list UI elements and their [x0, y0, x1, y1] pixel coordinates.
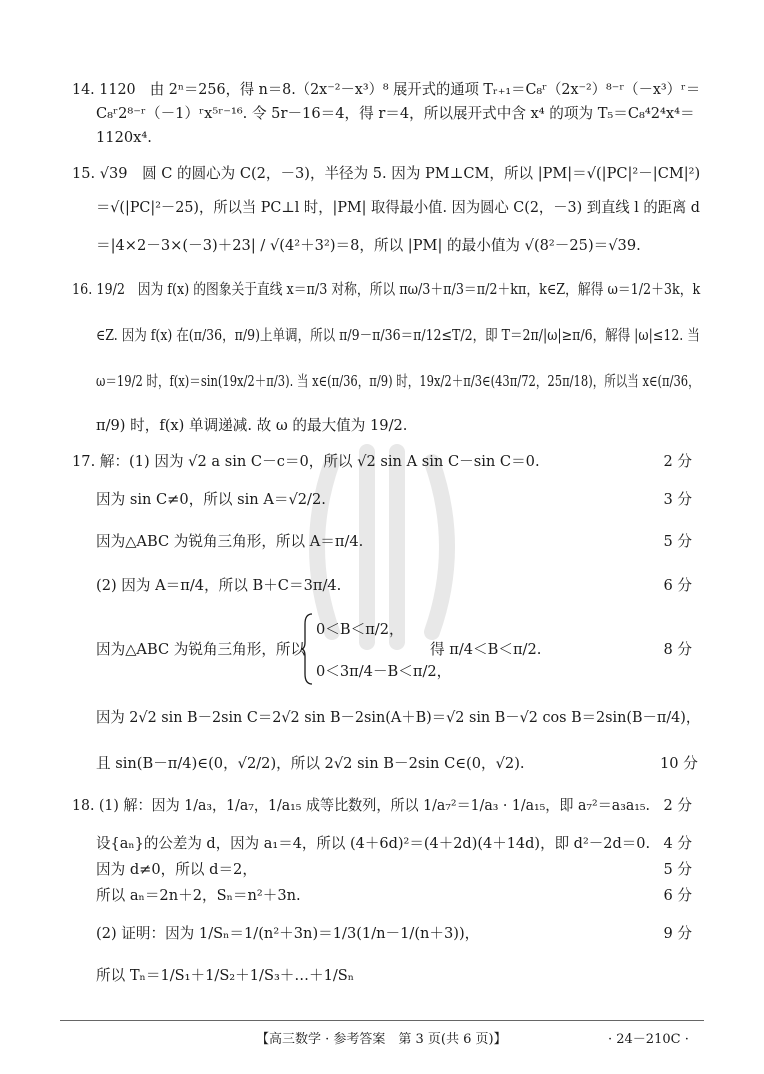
- p17-score-4: 6 分: [663, 577, 692, 594]
- p18-line-1: 18. (1) 解：因为 1/a₃，1/a₇，1/a₁₅ 成等比数列，所以 1/a₇²＝1/a₃ · 1/a₁₅，即 a₇²＝a₃a₁₅.: [72, 797, 651, 814]
- p16-line-3: ω＝19/2 时，f(x)＝sin(19x/2＋π/3). 当 x∈(π/36，π/9) 时，19x/2＋π/3∈(43π/72，25π/18)，所以当 x∈(π/36，: [96, 373, 700, 390]
- p18-line-4: 所以 aₙ＝2n＋2，Sₙ＝n²＋3n.: [96, 887, 301, 904]
- p18-score-1: 2 分: [663, 797, 692, 814]
- p18-line-5: (2) 证明：因为 1/Sₙ＝1/(n²＋3n)＝1/3(1/n－1/(n＋3))，: [96, 925, 480, 942]
- p17-line-3: 因为△ABC 为锐角三角形，所以 A＝π/4.: [96, 533, 364, 550]
- p17-line-2: 因为 sin C≠0，所以 sin A＝√2/2.: [96, 491, 326, 508]
- p18-score-3: 5 分: [663, 861, 692, 878]
- p17-line-1: 17. 解：(1) 因为 √2 a sin C－c＝0，所以 √2 sin A sin C－sin C＝0.: [72, 453, 540, 470]
- p18-line-6: 所以 Tₙ＝1/S₁＋1/S₂＋1/S₃＋…＋1/Sₙ: [96, 967, 355, 984]
- p18-score-5: 9 分: [663, 925, 692, 942]
- p18-line-3: 因为 d≠0，所以 d＝2，: [96, 861, 257, 878]
- p16-line-1: 16. 19/2 因为 f(x) 的图象关于直线 x＝π/3 对称，所以 πω/3＋π/3＝π/2＋kπ，k∈Z，解得 ω＝1/2＋3k，k: [72, 281, 701, 298]
- p17-line-8: 且 sin(B－π/4)∈(0，√2/2)，所以 2√2 sin B－2sin C∈(0，√2).: [96, 755, 525, 772]
- p17-score-1: 2 分: [663, 453, 692, 470]
- system-brace: [300, 612, 314, 686]
- p17-score-3: 5 分: [663, 533, 692, 550]
- p17-line-7: 因为 2√2 sin B－2sin C＝2√2 sin B－2sin(A＋B)＝√2 sin B－√2 cos B＝2sin(B－π/4)，: [96, 709, 701, 726]
- p18-score-2: 4 分: [663, 835, 692, 852]
- p16-line-4: π/9) 时，f(x) 单调递减. 故 ω 的最大值为 19/2.: [96, 417, 408, 434]
- p17-score-6: 10 分: [660, 755, 698, 772]
- p18-line-2: 设{aₙ}的公差为 d，因为 a₁＝4，所以 (4＋6d)²＝(4＋2d)(4＋14d)，即 d²－2d＝0.: [96, 835, 651, 852]
- p14-line-2: C₈ʳ2⁸⁻ʳ（－1）ʳx⁵ʳ⁻¹⁶. 令 5r－16＝4，得 r＝4，所以展开式中含 x⁴ 的项为 T₅＝C₈⁴2⁴x⁴＝: [96, 105, 695, 122]
- footer-title: 【高三数学 · 参考答案 第 3 页(共 6 页)】: [256, 1032, 507, 1047]
- p16-line-2: ∈Z. 因为 f(x) 在(π/36，π/9)上单调，所以 π/9－π/36＝π/12≤T/2，即 T＝2π/|ω|≥π/6，解得 |ω|≤12. 当: [96, 327, 700, 344]
- p14-line-3: 1120x⁴.: [96, 129, 152, 146]
- p18-score-4: 6 分: [663, 887, 692, 904]
- p15-line-1: 15. √39 圆 C 的圆心为 C(2，－3)，半径为 5. 因为 PM⊥CM，所以 |PM|＝√(|PC|²－|CM|²): [72, 165, 701, 182]
- footer-code: · 24－210C ·: [608, 1032, 689, 1047]
- p17-score-5: 8 分: [663, 641, 692, 658]
- p17-system-row-2: 0＜3π/4－B＜π/2，: [316, 663, 452, 680]
- p17-line-4: (2) 因为 A＝π/4，所以 B＋C＝3π/4.: [96, 577, 342, 594]
- p17-score-2: 3 分: [663, 491, 692, 508]
- p17-system-row-1: 0＜B＜π/2，: [316, 621, 404, 638]
- p15-line-2: ＝√(|PC|²－25)，所以当 PC⊥l 时，|PM| 取得最小值. 因为圆心 C(2，－3) 到直线 l 的距离 d: [96, 199, 700, 216]
- footer-divider: [60, 1020, 704, 1021]
- p17-line-5: 因为△ABC 为锐角三角形，所以: [96, 641, 306, 658]
- p17-line-6: 得 π/4＜B＜π/2.: [430, 641, 542, 658]
- p14-line-1: 14. 1120 由 2ⁿ＝256，得 n＝8.（2x⁻²－x³）⁸ 展开式的通项 Tᵣ₊₁＝C₈ʳ（2x⁻²）⁸⁻ʳ（－x³）ʳ＝: [72, 81, 701, 98]
- p15-line-3: ＝|4×2－3×(－3)＋23| / √(4²＋3²)＝8，所以 |PM| 的最小值为 √(8²－25)＝√39.: [96, 237, 641, 254]
